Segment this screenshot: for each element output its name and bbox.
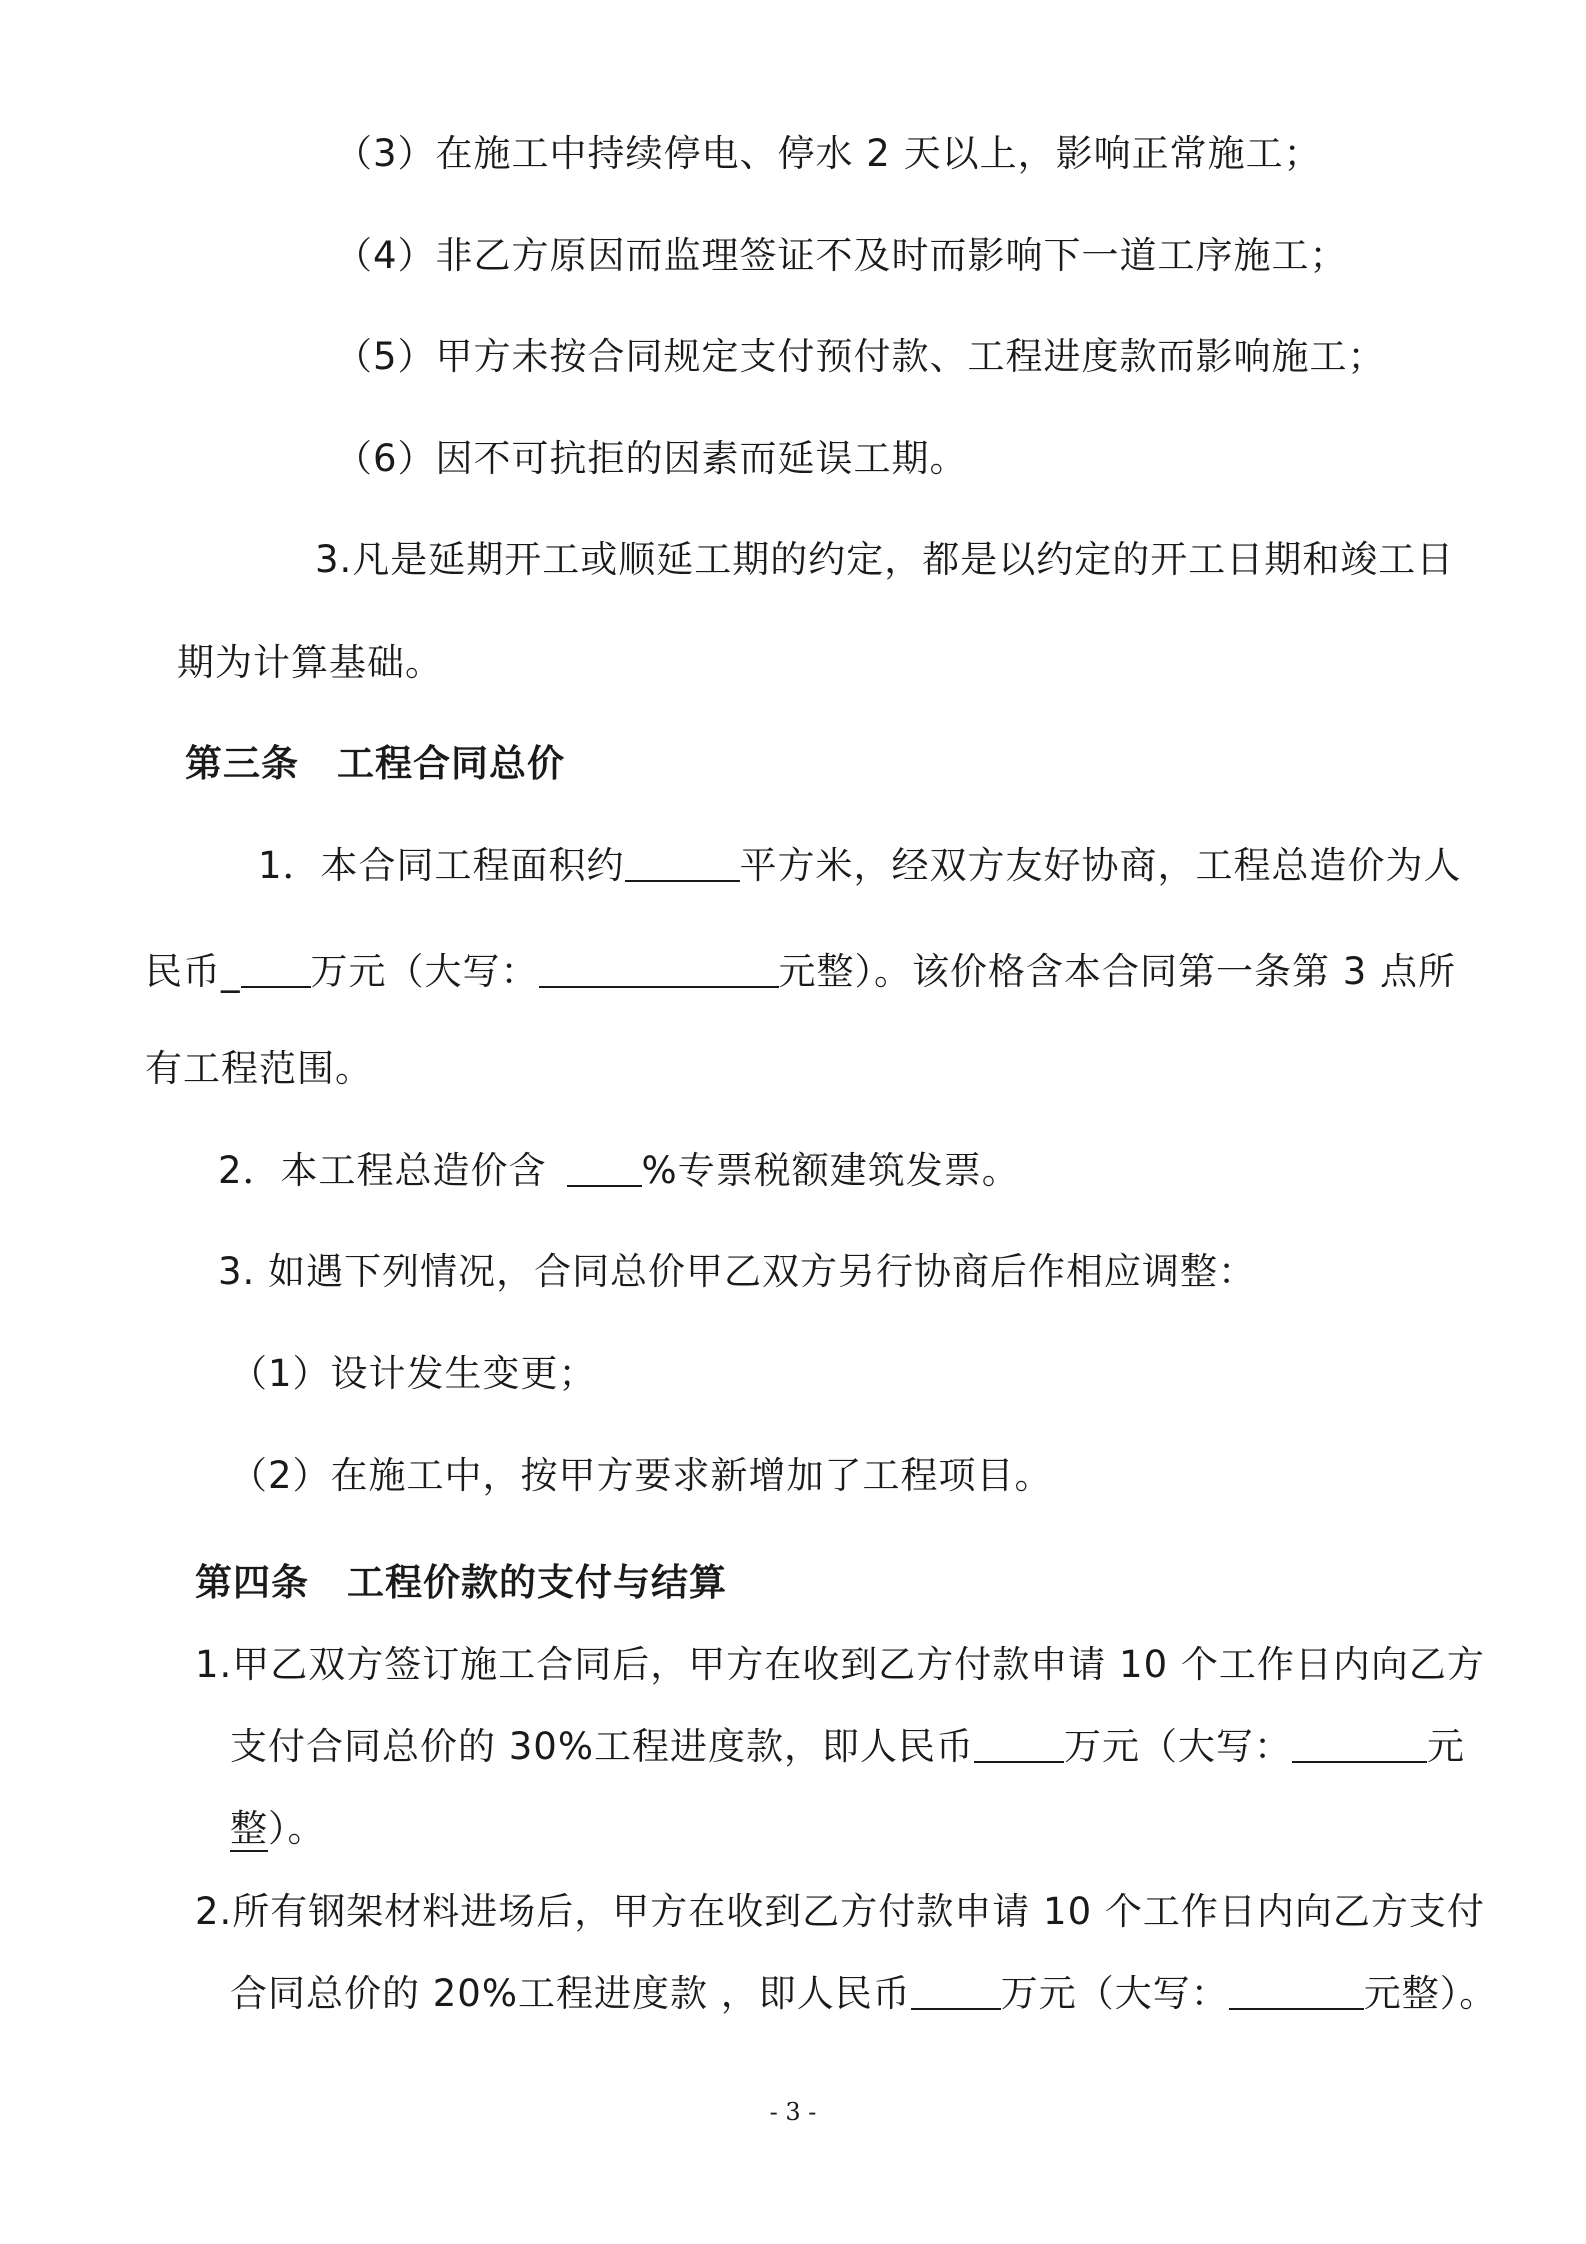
text-segment: ）。 <box>268 1807 326 1850</box>
text-segment: 民币_ <box>145 950 241 993</box>
article-3-paragraph-1-line-1 <box>258 844 1462 887</box>
clause-3-line-2: 期为计算基础。 <box>177 641 443 684</box>
text-segment: 2．本工程总造价含 <box>218 1149 547 1192</box>
text-segment: 合同总价的 20%工程进度款 ，即人民币 <box>230 1972 911 2015</box>
article-4-paragraph-1-line-2 <box>230 1725 1465 1768</box>
list-item-5: （5）甲方未按合同规定支付预付款、工程进度款而影响施工； <box>335 335 1386 378</box>
article-3-item-1: （1）设计发生变更； <box>230 1352 597 1395</box>
amount-blank <box>974 1731 1064 1763</box>
amount-blank <box>241 956 311 988</box>
amount-words-blank <box>539 956 779 988</box>
text-segment: 元 <box>1427 1725 1465 1768</box>
article-3-paragraph-1-line-2 <box>145 950 1457 993</box>
list-item-3: （3）在施工中持续停电、停水 2 天以上，影响正常施工； <box>335 132 1322 175</box>
text-segment: 元整）。该价格含本合同第一条第 3 点所 <box>778 950 1457 993</box>
article-3-item-2: （2）在施工中，按甲方要求新增加了工程项目。 <box>230 1454 1053 1497</box>
text-segment: 万元（大写： <box>310 950 539 993</box>
article-4-paragraph-1-line-1: 1.甲乙双方签订施工合同后，甲方在收到乙方付款申请 10 个工作日内向乙方 <box>195 1643 1485 1686</box>
list-item-6: （6）因不可抗拒的因素而延误工期。 <box>335 437 968 480</box>
amount-blank <box>911 1978 1001 2010</box>
article-4-paragraph-2-line-2 <box>230 1972 1498 2015</box>
article-4-paragraph-1-line-3 <box>230 1807 326 1850</box>
article-3-paragraph-2 <box>218 1149 1020 1192</box>
amount-words-blank <box>1229 1978 1364 2010</box>
text-segment: 万元（大写： <box>1000 1972 1229 2015</box>
clause-3-line-1: 3.凡是延期开工或顺延工期的约定，都是以约定的开工日期和竣工日 <box>315 538 1455 581</box>
list-item-4: （4）非乙方原因而监理签证不及时而影响下一道工序施工； <box>335 234 1348 277</box>
article-3-paragraph-1-line-3: 有工程范围。 <box>145 1047 373 1090</box>
text-segment: %专票税额建筑发票。 <box>641 1149 1020 1192</box>
text-segment: 支付合同总价的 30%工程进度款，即人民币 <box>230 1725 974 1768</box>
article-3-heading: 第三条 工程合同总价 <box>185 742 565 785</box>
amount-words-blank <box>1292 1731 1427 1763</box>
area-blank <box>625 850 740 882</box>
text-segment: 平方米，经双方友好协商，工程总造价为人 <box>739 844 1462 887</box>
article-4-paragraph-2-line-1: 2.所有钢架材料进场后，甲方在收到乙方付款申请 10 个工作日内向乙方支付 <box>195 1890 1485 1933</box>
page-number: - 3 - <box>769 2098 817 2126</box>
text-segment: 元整）。 <box>1363 1972 1498 2015</box>
text-segment: 1．本合同工程面积约 <box>258 844 625 887</box>
text-segment: 万元（大写： <box>1064 1725 1292 1768</box>
text-segment: 整 <box>230 1807 268 1850</box>
tax-percent-blank <box>567 1155 642 1187</box>
article-4-heading: 第四条 工程价款的支付与结算 <box>195 1561 727 1604</box>
article-3-paragraph-3: 3. 如遇下列情况，合同总价甲乙双方另行协商后作相应调整： <box>218 1250 1257 1293</box>
